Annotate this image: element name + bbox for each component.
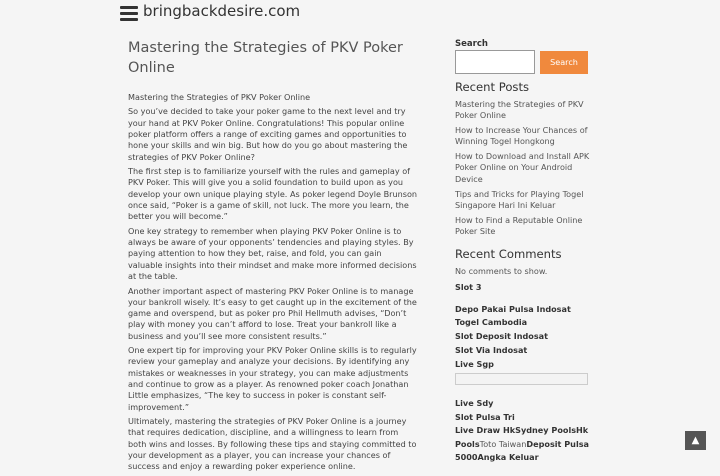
tag-link-hk-pools[interactable]: Hk Pools [455, 425, 589, 449]
recent-posts-title: Recent Posts [455, 80, 530, 94]
tag-link-angka-keluar[interactable]: Angka Keluar [477, 452, 539, 463]
tag-link-togel-cambodia[interactable]: Togel Cambodia [455, 317, 528, 328]
menu-toggle-icon[interactable] [120, 6, 138, 21]
tag-link-live-sdy[interactable]: Live Sdy [455, 398, 494, 409]
post-body [128, 92, 418, 473]
post-paragraph: One expert tip for improving your PKV Poker Online skills is to regularly review your gameplay and analyze your decisions. By identifying any mistakes or weaknesses in your strategy, you can make adjustments and continue to grow as a player. As renowned poker coach Jonathan Little emphasizes, “The key to success in poker is constant self-improvement.” [128, 345, 417, 412]
recent-posts-list [455, 99, 590, 237]
tag-link-slot-via-indosat[interactable]: Slot Via Indosat [455, 345, 528, 356]
main-content [128, 38, 418, 476]
post-paragraph: Another important aspect of mastering PKV Poker Online is to manage your bankroll wisely. It’s easy to get caught up in the excitement of the game and overspend, but as poker pro Phil Hellmuth advises, “Don’t play with money you can’t afford to lose. Treat your bankroll like a business and you’ll see more consistent results.” [128, 285, 417, 341]
post-title: Mastering the Strategies of PKV Poker Online [128, 40, 403, 76]
site-header [0, 0, 720, 26]
tag-link-deposit-pulsa[interactable]: Deposit Pulsa 5000 [455, 438, 589, 463]
tag-link-slot-deposit-indosat[interactable]: Slot Deposit Indosat [455, 330, 548, 341]
tag-link-depo-pulsa-indosat[interactable]: Depo Pakai Pulsa Indosat [455, 303, 571, 314]
sidebar-dropdown[interactable] [455, 373, 588, 385]
search-label: Search [455, 39, 488, 49]
recent-post-link[interactable]: How to Download and Install APK Poker Online on Your Android Device [455, 151, 590, 184]
search-form [455, 50, 590, 75]
recent-post-link[interactable]: How to Find a Reputable Online Poker Site [455, 214, 583, 236]
tag-link-live-sgp[interactable]: Live Sgp [455, 358, 494, 369]
post-paragraph: So you’ve decided to take your poker game to the next level and try your hand at PKV Poker Online. Congratulations! This popular online poker platform offers a range of exciting games and opportunities to hone your skills and win big. But how do you go about mastering the strategies of PKV Poker Online? [128, 106, 408, 162]
tag-link-slot3[interactable]: Slot 3 [455, 282, 482, 293]
tag-link-toto-taiwan[interactable]: Toto Taiwan [479, 438, 527, 449]
site-title[interactable]: bringbackdesire.com [143, 2, 301, 20]
sidebar [455, 39, 590, 465]
post-paragraph: Mastering the Strategies of PKV Poker Online [128, 92, 311, 102]
post-paragraph: One key strategy to remember when playing PKV Poker Online is to always be aware of your opponents’ tendencies and playing styles. By paying attention to how they bet, raise, and fold, you can gain valuable insights into their mindset and make more informed decisions at the table. [128, 225, 417, 282]
post-paragraph: Ultimately, mastering the strategies of PKV Poker Online is a journey that requires dedication, discipline, and a willingness to learn from both wins and losses. By following these tips and staying committed to your development as a player, you can increase your chances of success and enjoy a rewarding poker experience online. [128, 416, 417, 472]
search-input[interactable] [455, 50, 535, 74]
tag-link-live-draw-hk[interactable]: Live Draw Hk [455, 425, 516, 436]
post-paragraph: The first step is to familiarize yourself with the rules and gameplay of PKV Poker. This will give you a solid foundation to build upon as you develop your own unique playing style. As poker legend Doyle Brunson once said, “Poker is a game of skill, not luck. The more you learn, the better you will become.” [128, 166, 418, 222]
search-button[interactable]: Search [540, 51, 588, 74]
recent-post-link[interactable]: How to Increase Your Chances of Winning Togel Hongkong [455, 125, 588, 147]
tag-link-slot-pulsa-tri[interactable]: Slot Pulsa Tri [455, 411, 515, 422]
arrow-up-icon[interactable]: ▲ [685, 431, 706, 450]
no-comments-text: No comments to show. [455, 266, 548, 277]
recent-post-link[interactable]: Tips and Tricks for Playing Togel Singapore Hari Ini Keluar [455, 188, 584, 210]
recent-comments-title: Recent Comments [455, 247, 562, 262]
tag-link-group [455, 424, 590, 465]
recent-post-link[interactable]: Mastering the Strategies of PKV Poker Online [455, 99, 584, 121]
tag-link-sydney-pools[interactable]: Sydney Pools [515, 425, 577, 436]
